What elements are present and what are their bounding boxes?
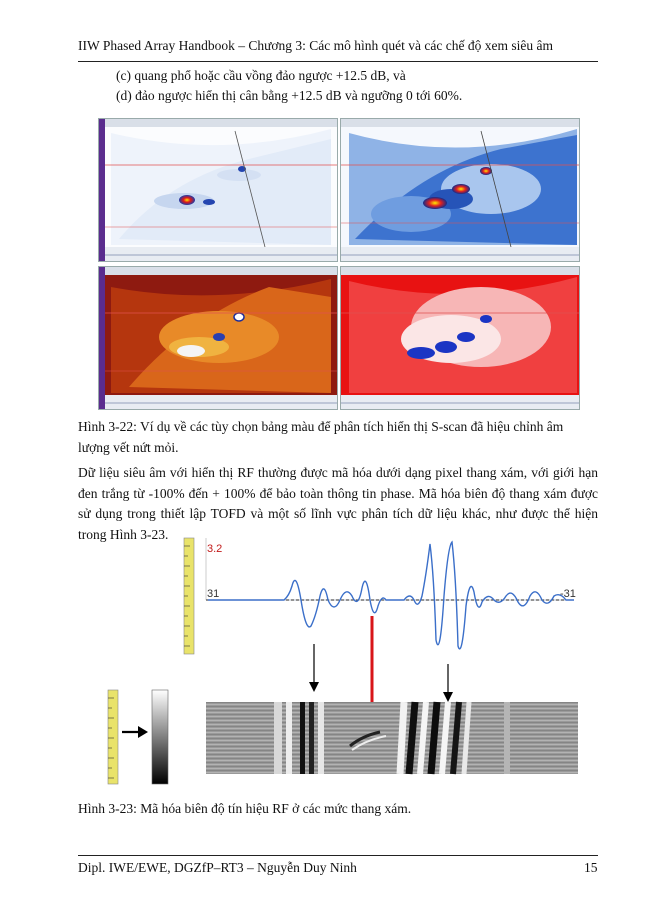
- body-paragraph: Dữ liệu siêu âm với hiển thị RF thường được mã hóa dưới dạng pixel thang xám, với giới hạn đen trắng từ -100% đến + 100% để bảo toàn thông tin phase. Mã hóa biên độ thang xám được sử dụng trong thiết lập TOFD và một số lĩnh vực phân tích dữ liệu khác, như được thể hiện trong Hình 3-23.: [78, 465, 598, 542]
- sscan-panel-d: [340, 266, 580, 410]
- figure-3-22: [98, 118, 580, 410]
- sscan-panel-b: [340, 118, 580, 262]
- waveform-right-label: -31: [560, 588, 576, 600]
- sscan-panel-a: [98, 118, 338, 262]
- footer-divider: [78, 855, 598, 856]
- figure-3-23: [104, 536, 584, 786]
- figure-3-23-caption: Hình 3-23: Mã hóa biên độ tín hiệu RF ở các mức thang xám.: [78, 801, 412, 816]
- waveform-left-label: 31: [207, 588, 220, 600]
- figure-3-22-caption: Hình 3-22: Ví dụ về các tùy chọn bảng màu để phân tích hiển thị S-scan đã hiệu chỉnh âm lượng vết nứt mỏi.: [78, 419, 564, 455]
- waveform-top-label: 3.2: [207, 543, 223, 555]
- grayscale-legend: [152, 690, 168, 784]
- list-item-c: (c) quang phổ hoặc cầu vồng đảo ngược +12.5 dB, và: [116, 68, 406, 83]
- ruler-top: [184, 538, 194, 654]
- page-header: IIW Phased Array Handbook – Chương 3: Các mô hình quét và các chế độ xem siêu âm: [78, 38, 553, 53]
- grayscale-scan: [206, 702, 578, 774]
- page-number: 15: [584, 860, 598, 875]
- header-divider: [78, 61, 598, 62]
- ruler-bottom: [108, 690, 118, 784]
- rf-waveform: [208, 542, 574, 649]
- footer-author: Dipl. IWE/EWE, DGZfP–RT3 – Nguyễn Duy Ninh: [78, 860, 357, 875]
- list-item-d: (d) đảo ngược hiển thị cân bằng +12.5 dB và ngưỡng 0 tới 60%.: [116, 88, 463, 103]
- sscan-panel-c: [98, 266, 338, 410]
